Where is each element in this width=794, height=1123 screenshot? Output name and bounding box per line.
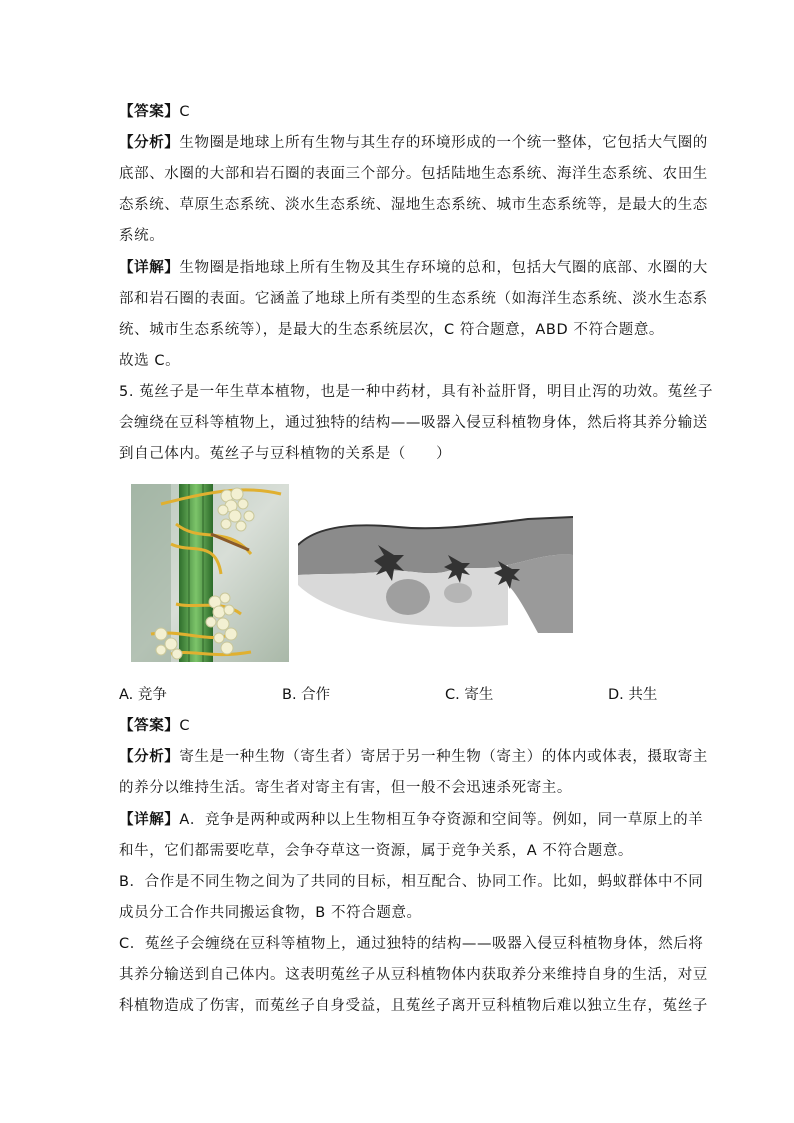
question-line-3: 到自己体内。菟丝子与豆科植物的关系是（ ） [119, 446, 452, 462]
option-b: B. 合作 [282, 687, 331, 703]
question-line-1: 5. 菟丝子是一年生草本植物，也是一种中药材，具有补益肝肾，明目止泻的功效。菟丝子 [119, 384, 714, 400]
detail-line-1: 【详解】生物圈是指地球上所有生物及其生存环境的总和，包括大气圈的底部、水圈的大 [119, 260, 708, 276]
detail-line-2: 部和岩石圈的表面。它涵盖了地球上所有类型的生态系统（如海洋生态系统、淡水生态系 [119, 291, 708, 307]
analysis2-line-1: 【分析】寄生是一种生物（寄生者）寄居于另一种生物（寄主）的体内或体表，摄取寄主 [119, 749, 708, 765]
analysis2-line-2: 的养分以维持生活。寄生者对寄主有害，但一般不会迅速杀死寄主。 [119, 780, 572, 796]
analysis-line-3: 态系统、草原生态系统、淡水生态系统、湿地生态系统、城市生态系统等，是最大的生态 [119, 197, 708, 213]
detail-line-3: 统、城市生态系统等），是最大的生态系统层次，C 符合题意，ABD 不符合题意。 [119, 322, 665, 338]
detail2-line-6: 其养分输送到自己体内。这表明菟丝子从豆科植物体内获取养分来维持自身的生活，对豆 [119, 967, 708, 983]
answer-line-2: 【答案】C [119, 718, 191, 734]
detail2-line-7: 科植物造成了伤害，而菟丝子自身受益，且菟丝子离开豆科植物后难以独立生存，菟丝子 [119, 998, 708, 1014]
dodder-photo [131, 484, 289, 662]
detail2-line-4: 成员分工合作共同搬运食物，B 不符合题意。 [119, 905, 422, 921]
option-a: A. 竞争 [119, 687, 167, 703]
analysis-line-1: 【分析】生物圈是地球上所有生物与其生存的环境形成的一个统一整体，它包括大气圈的 [119, 135, 708, 151]
answer-line-1: 【答案】C [119, 104, 191, 120]
question-line-2: 会缠绕在豆科等植物上，通过独特的结构——吸器入侵豆科植物身体，然后将其养分输送 [119, 415, 708, 431]
option-c: C. 寄生 [445, 687, 494, 703]
detail2-line-5: C．菟丝子会缠绕在豆科等植物上，通过独特的结构——吸器入侵豆科植物身体，然后将 [119, 936, 704, 952]
detail2-line-3: B．合作是不同生物之间为了共同的目标，相互配合、协同工作。比如，蚂蚁群体中不同 [119, 874, 704, 890]
analysis-line-2: 底部、水圈的大部和岩石圈的表面三个部分。包括陆地生态系统、海洋生态系统、农田生 [119, 166, 708, 182]
analysis-line-4: 系统。 [119, 228, 165, 244]
haustorium-micrograph [298, 515, 573, 633]
detail2-line-2: 和牛，它们都需要吃草，会争夺草这一资源，属于竞争关系，A 不符合题意。 [119, 843, 634, 859]
choice-line: 故选 C。 [119, 353, 181, 369]
detail2-line-1: 【详解】A．竞争是两种或两种以上生物相互争夺资源和空间等。例如，同一草原上的羊 [119, 812, 704, 828]
option-d: D. 共生 [608, 687, 658, 703]
